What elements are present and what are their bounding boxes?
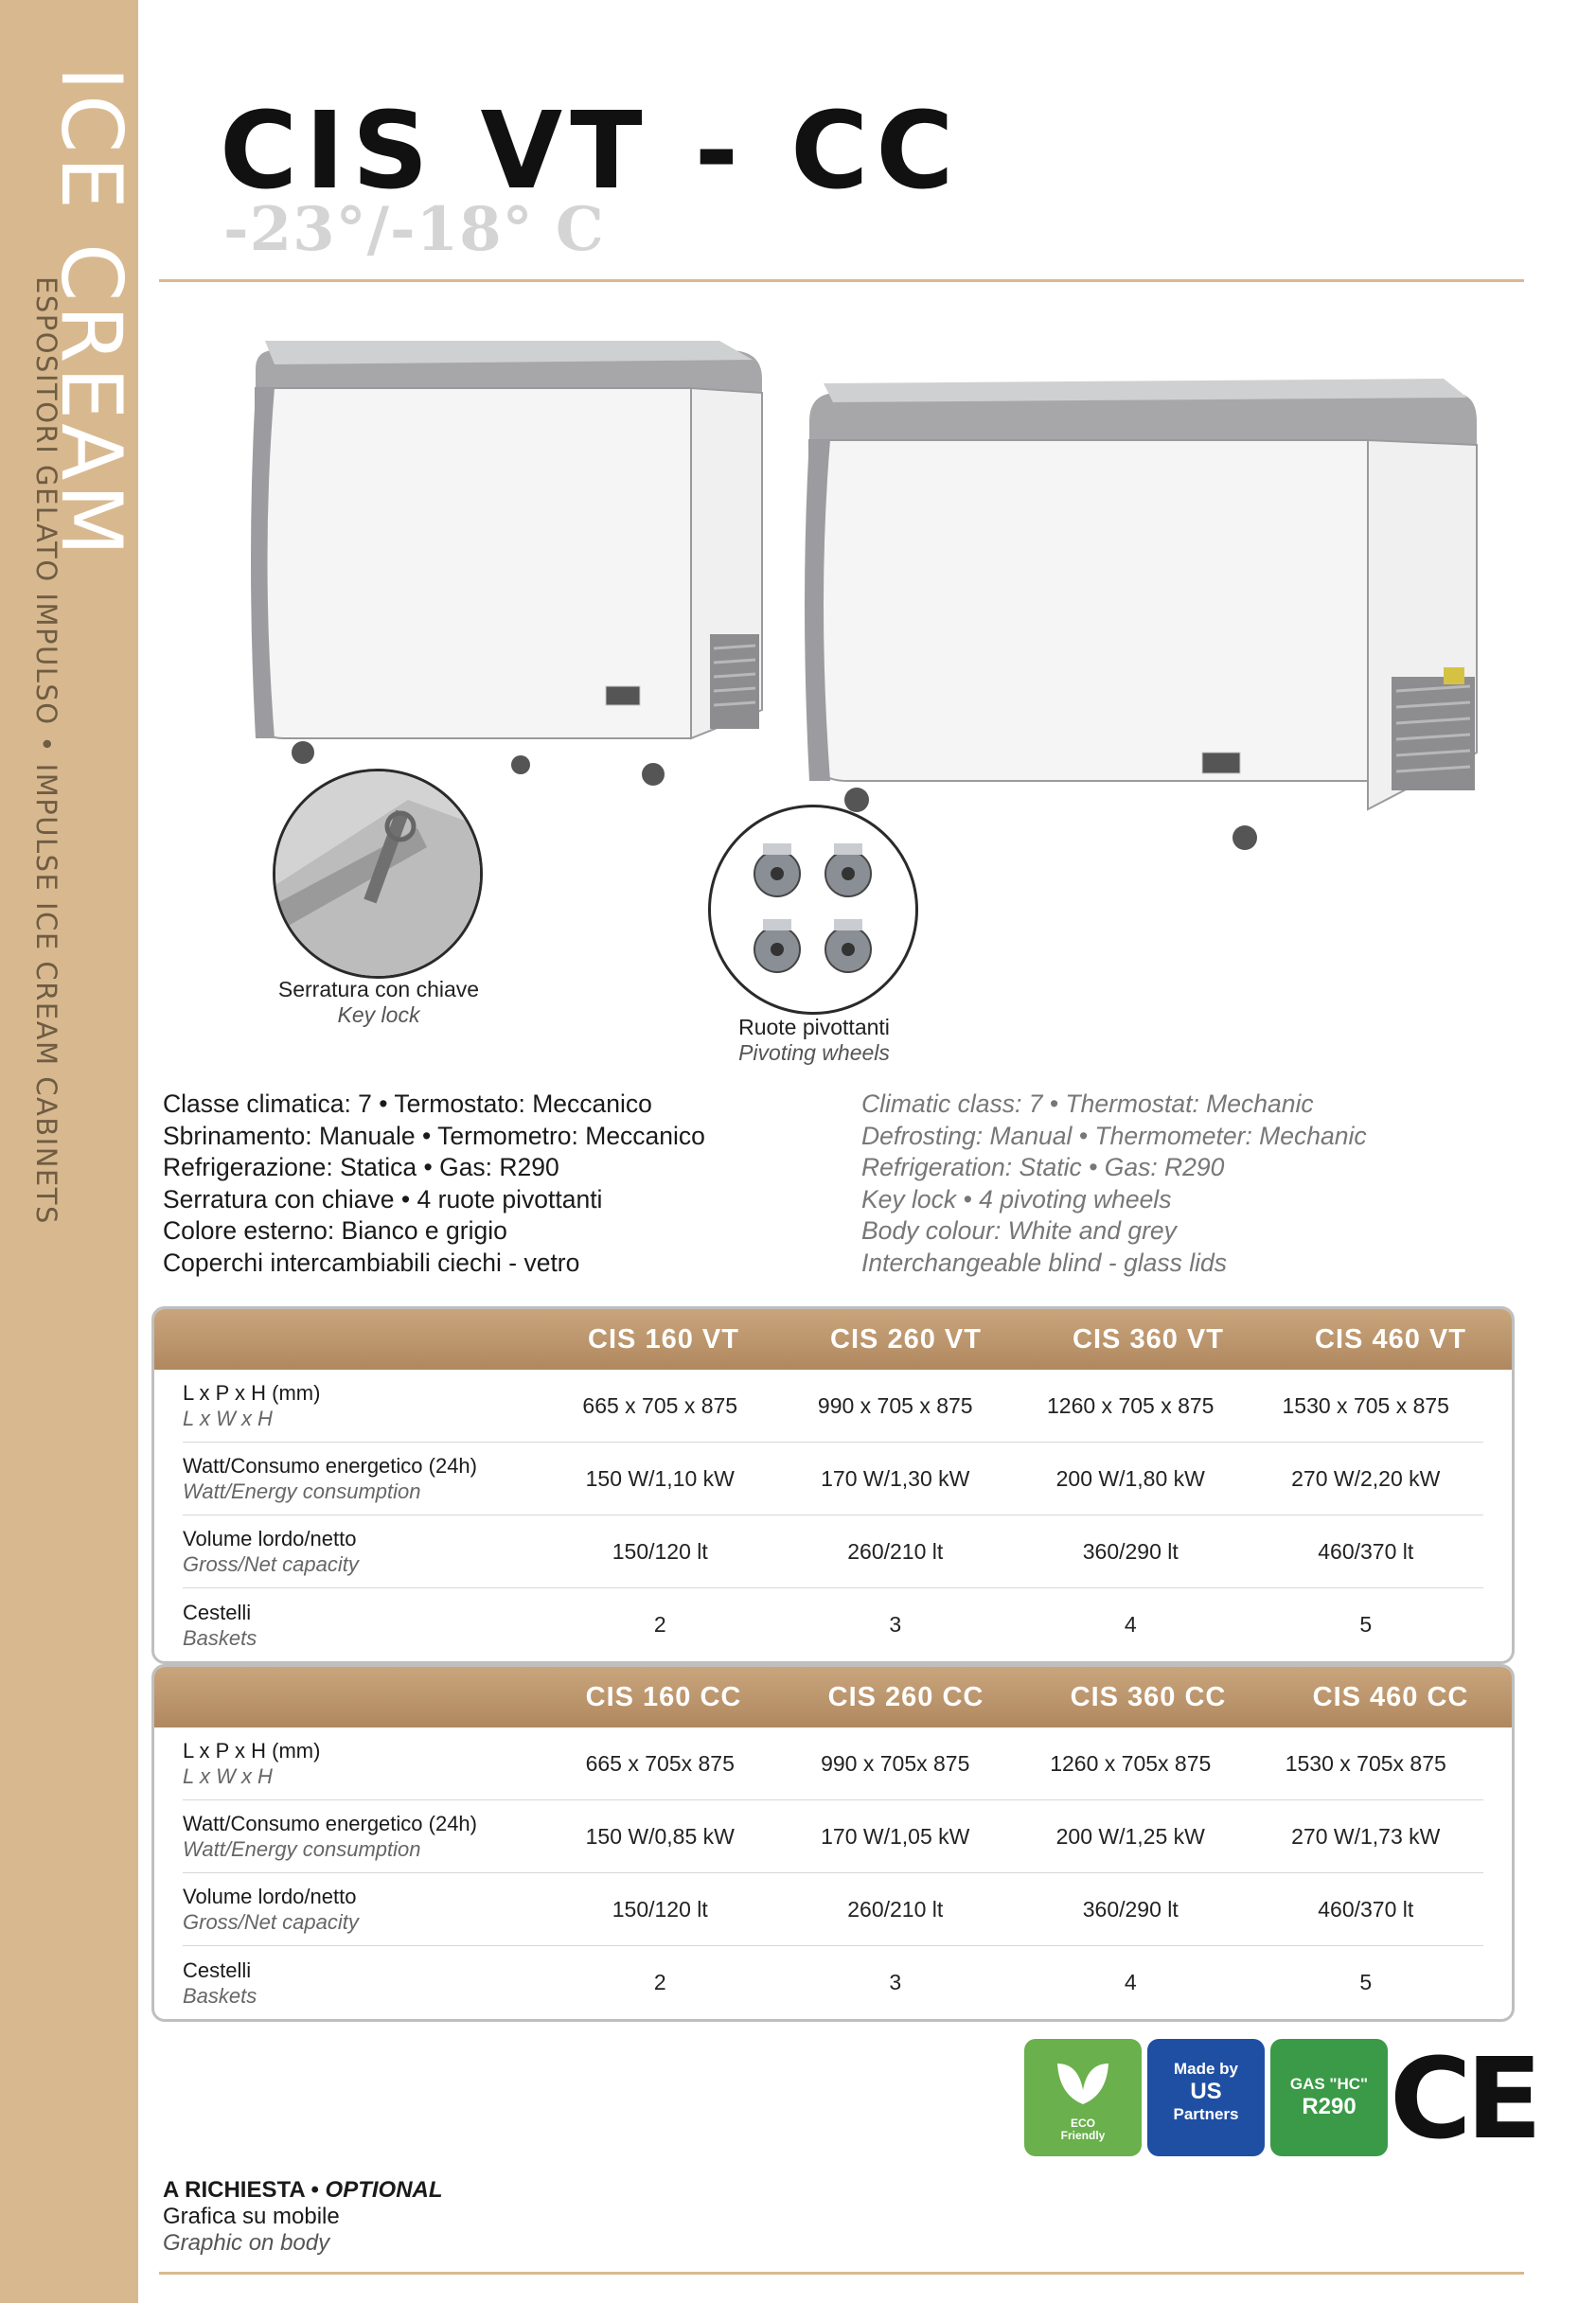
table-cell: 2 [653,1970,666,1994]
row-label: Volume lordo/netto [183,1885,357,1908]
spec-line: Interchangeable blind - glass lids [861,1248,1227,1277]
table-row [183,1800,1483,1873]
made-by-us-badge [1147,2039,1265,2156]
keylock-detail-image [273,769,483,979]
key-lock-icon [275,771,483,979]
gas-hc-badge [1270,2039,1388,2156]
row-label: Cestelli [183,1958,252,1982]
spec-line: Serratura con chiave • 4 ruote pivottanti [163,1184,603,1214]
sidebar-subtitle: ESPOSITORI GELATO IMPULSO • IMPULSE ICE CREAM CABINETS [30,276,62,1225]
table-cell: 1530 x 705 x 875 [1282,1392,1449,1418]
table-cell: 4 [1124,1970,1137,1994]
freezer-image-large [800,364,1481,866]
table-cell: 270 W/1,73 kW [1291,1823,1441,1849]
eco-friendly-badge [1024,2039,1142,2156]
table-cell: 1260 x 705 x 875 [1047,1392,1215,1418]
spec-line: Body colour: White and grey [861,1216,1177,1245]
model-header: CIS 260 CC [827,1681,984,1712]
table-cell: 200 W/1,80 kW [1055,1465,1205,1491]
spec-line: Coperchi intercambiabili ciechi - vetro [163,1248,580,1277]
table-cell: 460/370 lt [1318,1538,1414,1564]
specs-italian [163,1089,705,1279]
table-cell: 150/120 lt [612,1896,708,1922]
table-row [183,1588,1483,1661]
table-row [183,1370,1483,1443]
table-cell: 360/290 lt [1082,1896,1179,1922]
row-label: Cestelli [183,1600,252,1624]
eco-label: ECO Friendly [1060,2117,1106,2142]
model-header: CIS 460 VT [1315,1323,1466,1355]
row-label-en: L x W x H [183,1764,273,1788]
row-label: Watt/Consumo energetico (24h) [183,1454,477,1478]
table-row [183,1873,1483,1946]
spec-line: Key lock • 4 pivoting wheels [861,1184,1172,1214]
wheels-detail-image [708,805,918,1015]
freezer-image-small [237,322,786,805]
optional-title-en: OPTIONAL [325,2177,443,2203]
row-label-en: Gross/Net capacity [183,1910,359,1934]
model-header: CIS 360 CC [1070,1681,1227,1712]
table-row [183,1443,1483,1515]
row-label-en: Gross/Net capacity [183,1552,359,1576]
table-cell: 3 [889,1970,902,1994]
table-vt [151,1306,1515,1664]
spec-line: Climatic class: 7 • Thermostat: Mechanic [861,1089,1314,1118]
table-cell: 1530 x 705x 875 [1285,1750,1446,1776]
row-label: Volume lordo/netto [183,1527,357,1550]
model-header: CIS 160 VT [588,1323,739,1355]
model-header: CIS 360 VT [1073,1323,1224,1355]
row-label: L x P x H (mm) [183,1739,321,1763]
spec-line: Colore esterno: Bianco e grigio [163,1216,507,1245]
row-label-en: Watt/Energy consumption [183,1837,421,1861]
table-cell: 4 [1124,1612,1137,1637]
wheel-icon [711,807,918,1015]
row-label: L x P x H (mm) [183,1381,321,1405]
spec-line: Sbrinamento: Manuale • Termometro: Meccanico [163,1121,705,1150]
keylock-caption-it: Serratura con chiave [277,977,480,1001]
table-row [183,1727,1483,1800]
keylock-caption-en: Key lock [337,1002,420,1027]
table-cell: 2 [653,1612,666,1637]
table-cell: 665 x 705x 875 [585,1750,735,1776]
table-cell: 150/120 lt [612,1538,708,1564]
optional-line-en: Graphic on body [163,2230,330,2256]
table-cell: 1260 x 705x 875 [1050,1750,1212,1776]
table-header [154,1667,1512,1727]
table-cell: 260/210 lt [847,1538,944,1564]
footer-divider [159,2272,1524,2275]
row-label-en: Baskets [183,1625,257,1650]
row-label-en: Watt/Energy consumption [183,1479,421,1503]
spec-line: Refrigeration: Static • Gas: R290 [861,1153,1225,1181]
keylock-caption [227,977,530,1028]
r290-label: R290 [1302,2094,1357,2119]
wheels-caption-en: Pivoting wheels [738,1040,890,1065]
table-header [154,1309,1512,1370]
table-cell: 360/290 lt [1082,1538,1179,1564]
table-cell: 5 [1359,1612,1373,1637]
table-cell: 665 x 705 x 875 [582,1392,738,1418]
optional-section [163,2177,443,2257]
wheels-caption [663,1015,966,1066]
optional-title-it: A RICHIESTA • [163,2177,319,2203]
table-cell: 170 W/1,05 kW [821,1823,970,1849]
spec-line: Refrigerazione: Statica • Gas: R290 [163,1153,559,1181]
row-label: Watt/Consumo energetico (24h) [183,1812,477,1835]
table-cell: 990 x 705 x 875 [817,1392,973,1418]
us-label: US [1190,2079,1222,2104]
wheels-caption-it: Ruote pivottanti [738,1015,890,1039]
gas-label: GAS "HC" [1289,2075,1369,2093]
model-header: CIS 160 CC [585,1681,742,1712]
table-cell: 270 W/2,20 kW [1291,1465,1441,1491]
table-cell: 3 [889,1612,902,1637]
ce-mark: CE [1390,2033,1537,2164]
page-title: CIS VT - CC [220,90,962,213]
temperature-range: -23°/-18° C [223,194,605,265]
row-label-en: Baskets [183,1983,257,2008]
spec-line: Defrosting: Manual • Thermometer: Mechanic [861,1121,1367,1150]
row-label-en: L x W x H [183,1407,273,1430]
model-header: CIS 260 VT [830,1323,982,1355]
table-cell: 200 W/1,25 kW [1055,1823,1205,1849]
table-row [183,1515,1483,1588]
table-cell: 260/210 lt [847,1896,944,1922]
table-cell: 460/370 lt [1318,1896,1414,1922]
header-divider [159,279,1524,282]
table-cell: 5 [1359,1970,1373,1994]
specs-english [861,1089,1367,1279]
table-cell: 150 W/0,85 kW [585,1823,735,1849]
table-cell: 150 W/1,10 kW [585,1465,735,1491]
leaf-icon [1050,2052,1116,2109]
sidebar-title: ICE CREAM [43,66,140,560]
spec-line: Classe climatica: 7 • Termostato: Meccanico [163,1089,652,1118]
table-cell: 990 x 705x 875 [821,1750,970,1776]
table-row [183,1946,1483,2019]
optional-line-it: Grafica su mobile [163,2204,340,2229]
table-cc [151,1664,1515,2022]
partners-label: Partners [1173,2105,1239,2123]
made-by-label: Made by [1173,2060,1239,2078]
table-cell: 170 W/1,30 kW [821,1465,970,1491]
model-header: CIS 460 CC [1312,1681,1469,1712]
